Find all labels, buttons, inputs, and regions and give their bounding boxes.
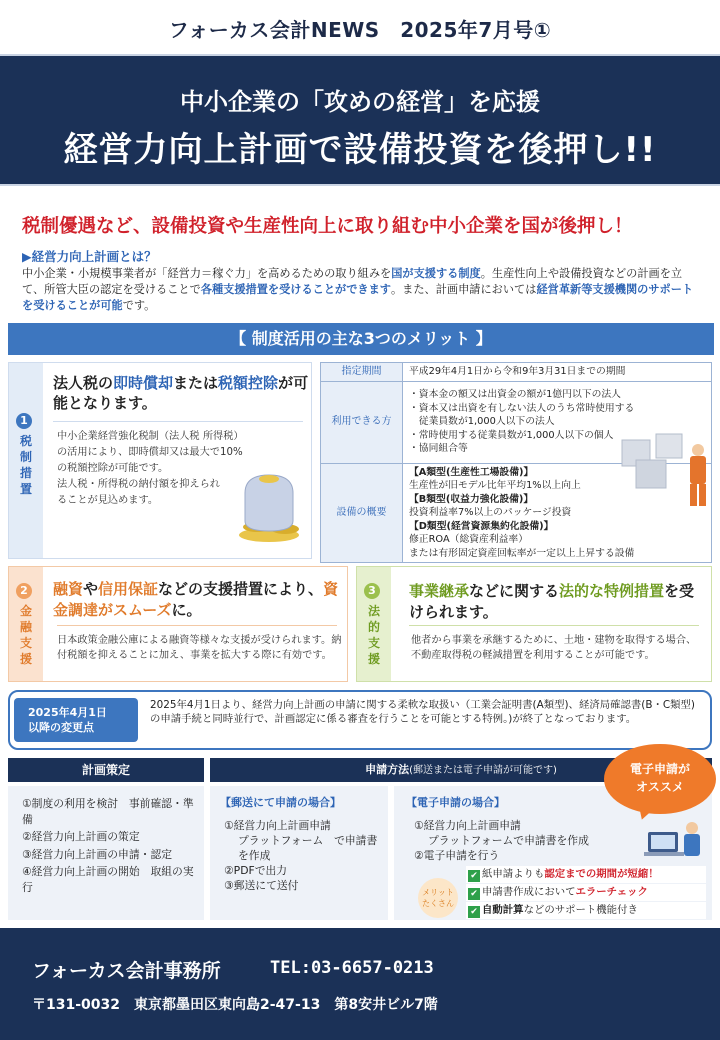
check-text: 紙申請よりも	[482, 868, 545, 880]
table-key: 利用できる方	[321, 381, 403, 463]
title-highlight: 即時償却	[113, 374, 174, 392]
intro-paragraph	[22, 266, 702, 314]
side-char: 置	[19, 482, 32, 496]
side-char: 税	[19, 434, 32, 448]
list-item	[466, 866, 706, 883]
merit-tax-title	[53, 373, 309, 413]
recommend-bubble	[604, 744, 716, 814]
factory-worker-illustration	[616, 420, 712, 510]
intro-highlight-3: 経営革新等支援機関のサポートを受けることが可能	[22, 283, 694, 312]
title-text: が可能となります。	[53, 374, 309, 412]
side-char: 支	[19, 636, 32, 650]
mail-heading: 【郵送にて申請の場合】	[220, 796, 341, 809]
step-text: ①経営力向上計画申請	[224, 819, 331, 832]
bubble-line: 電子申請が	[629, 762, 690, 776]
table-row	[321, 363, 712, 382]
divider	[409, 625, 699, 626]
electronic-steps	[414, 818, 634, 863]
merit-tax-body-2: 法人税・所得税の納付額を抑えられることが見込めます。	[57, 479, 220, 506]
side-char: 措	[19, 466, 32, 480]
office-phone[interactable]: TEL:03-6657-0213	[270, 958, 434, 978]
table-line: 【B類型(収益力強化設備)】	[409, 493, 534, 505]
title-highlight: 融資	[53, 580, 84, 598]
table-line: 【A類型(生産性工場設備)】	[409, 466, 534, 478]
table-line: 生産性が旧モデル比年平均1%以上向上	[409, 480, 581, 491]
merits-banner: 【 制度活用の主な3つのメリット 】	[8, 323, 714, 355]
intro-text-3: 。また、計画申請においては	[390, 283, 537, 296]
list-item: ③郵送にて送付	[224, 879, 299, 892]
office-name: フォーカス会計事務所	[32, 960, 221, 982]
hero-title: 経営力向上計画で設備投資を後押し!!	[63, 130, 657, 170]
merit-legal-body: 他者から事業を承継するために、土地・建物を取得する場合、不動産取得税の軽減措置を利用することが可能です。	[411, 635, 697, 661]
title-text: を受けられます。	[409, 582, 695, 621]
title-text: などの支援措置により、	[158, 580, 324, 598]
step-text: ①経営力向上計画申請	[414, 819, 521, 832]
step-subtext: プラットフォーム で申請書を作成	[238, 834, 378, 862]
change-label-text: 以降の変更点	[28, 721, 94, 734]
merit-finance-card	[8, 566, 348, 682]
list-item	[414, 818, 634, 848]
computer-user-illustration	[644, 812, 704, 862]
check-highlight: 自動計算	[482, 904, 524, 916]
bubble-line: オススメ	[636, 780, 684, 794]
plan-steps	[22, 796, 202, 897]
table-key: 指定期間	[321, 363, 403, 382]
footer	[0, 928, 720, 1040]
merit-legal-title	[409, 581, 709, 623]
merit-finance-body: 日本政策金融公庫による融資等様々な支援が受けられます。納付税額を抑えることに加え、事業を拡大する際に有効です。	[57, 635, 342, 661]
merit-finance-title	[53, 579, 353, 621]
check-highlight: エラーチェック	[575, 886, 648, 898]
lead-text: 税制優遇など、設備投資や生産性向上に取り組む中小企業を国が後押し！	[22, 216, 633, 237]
intro-highlight-2: 各種支援措置を受けることができます	[200, 283, 391, 296]
mail-steps	[224, 818, 384, 893]
number-badge: 3	[364, 583, 380, 599]
list-item	[466, 902, 706, 919]
list-item: ②電子申請を行う	[414, 849, 500, 862]
title-text: 法人税の	[53, 374, 114, 392]
title-text: または	[173, 374, 219, 392]
apply-heading-text: 申請方法	[365, 763, 410, 776]
plan-steps-box	[8, 786, 204, 920]
title-highlight: 事業継承	[409, 582, 470, 600]
table-line: ・常時使用する従業員数が1,000人以下の個人	[409, 429, 614, 441]
list-item: ①制度の利用を検討 事前確認・準備	[22, 797, 194, 826]
table-line: ・資本金の額又は出資金の額が1億円以下の法人	[409, 389, 621, 401]
electronic-merits	[466, 866, 706, 920]
hero-banner	[0, 54, 720, 186]
intro-text-2: 。生産性向上や設備投資などの計画を立て、所管大臣の認定を受けることで	[22, 267, 683, 296]
title-highlight: 税額控除	[218, 374, 279, 392]
side-char: 的	[367, 620, 380, 634]
intro-highlight-1: 国が支援する制度	[391, 267, 481, 280]
list-item	[224, 818, 384, 863]
merit-badge: メリット たくさん	[418, 878, 458, 918]
side-char: 援	[19, 652, 32, 666]
apply-heading-note: (郵送または電子申請が可能です)	[409, 765, 557, 776]
plan-heading: 計画策定	[8, 758, 204, 782]
merit-tax-body-1: 中小企業経営強化税制（法人税 所得税）の活用により、即時償却又は最大で10%の税額控除が可能です。	[57, 431, 244, 474]
change-label	[14, 698, 138, 742]
change-notice	[8, 690, 712, 750]
merit-tax-card	[8, 362, 312, 559]
table-line: ・資本又は出資を有しない法人のうち常時使用する	[409, 402, 635, 414]
intro-text-1: 中小企業・小規模事業者が「経営力＝稼ぐ力」を高めるための取り組みを	[22, 267, 392, 280]
hero-subtitle: 中小企業の「攻めの経営」を応援	[180, 88, 540, 116]
title-highlight: 資金調達がスムーズ	[53, 580, 339, 619]
check-text: などのサポート機能付き	[523, 904, 638, 916]
table-line: または有形固定資産回転率が一定以上上昇する設備	[409, 547, 635, 559]
side-char: 制	[19, 450, 32, 464]
title-text: などに関する	[469, 582, 560, 600]
table-line: 修正ROA（総資産利益率）	[409, 534, 529, 545]
electronic-heading: 【電子申請の場合】	[406, 796, 505, 809]
check-highlight: 認定までの期間が短縮！	[544, 868, 659, 880]
merit-finance-label	[16, 583, 36, 667]
list-item: ②経営力向上計画の策定	[22, 830, 140, 843]
side-char: 金	[19, 604, 32, 618]
checkmark-icon: ✔	[468, 906, 480, 918]
checkmark-icon: ✔	[468, 888, 480, 900]
table-value: 平成29年4月1日から令和9年3月31日までの期間	[403, 363, 712, 382]
divider	[53, 421, 303, 422]
divider	[57, 625, 337, 626]
list-item: ③経営力向上計画の申請・認定	[22, 847, 173, 861]
table-key: 設備の概要	[321, 463, 403, 563]
title-highlight: 信用保証	[98, 580, 159, 598]
list-item: ②PDFで出力	[224, 864, 288, 877]
merit-legal-label	[364, 583, 384, 667]
table-line: ・協同組合等	[409, 443, 468, 455]
step-subtext: プラットフォームで申請書を作成	[428, 834, 589, 847]
title-text: に。	[171, 601, 202, 619]
change-label-date: 2025年4月1日	[28, 706, 107, 719]
merit-legal-card	[356, 566, 712, 682]
side-char: 援	[367, 652, 380, 666]
table-line: 【D類型(経営資源集約化設備)】	[409, 520, 554, 532]
side-char: 融	[19, 620, 32, 634]
intro-heading: ▶経営力向上計画とは？	[22, 249, 157, 264]
list-item	[466, 884, 706, 901]
table-line: 従業員数が1,000人以下の法人	[409, 416, 555, 428]
table-line: 投資利益率7%以上のパッケージ投資	[409, 507, 572, 518]
office-address: 〒131-0032 東京都墨田区東向島2-47-13 第8安井ビル7階	[32, 997, 438, 1013]
merit-tax-label	[16, 413, 36, 497]
list-item: ④経営力向上計画の開始 取組の実行	[22, 865, 194, 894]
intro-text-4: です。	[122, 299, 156, 312]
side-char: 法	[367, 604, 380, 618]
coins-illustration	[237, 469, 303, 543]
title-text: や	[83, 580, 99, 598]
news-title: フォーカス会計NEWS 2025年7月号①	[168, 18, 552, 42]
side-char: 支	[367, 636, 380, 650]
number-badge: 1	[16, 413, 32, 429]
change-text: 2025年4月1日より、経営力向上計画の申請に関する柔軟な取扱い（工業会証明書(A類型)、経済局確認書(B・C類型)の申請手続と同時並行で、計画認定に係る審査を行うことを可能とする特例。)が終了となっております。	[150, 699, 695, 725]
mail-application-box	[210, 786, 388, 920]
checkmark-icon: ✔	[468, 870, 480, 882]
title-highlight: 法的な特例措置	[559, 582, 665, 600]
check-text: 申請書作成において	[482, 886, 576, 898]
number-badge: 2	[16, 583, 32, 599]
